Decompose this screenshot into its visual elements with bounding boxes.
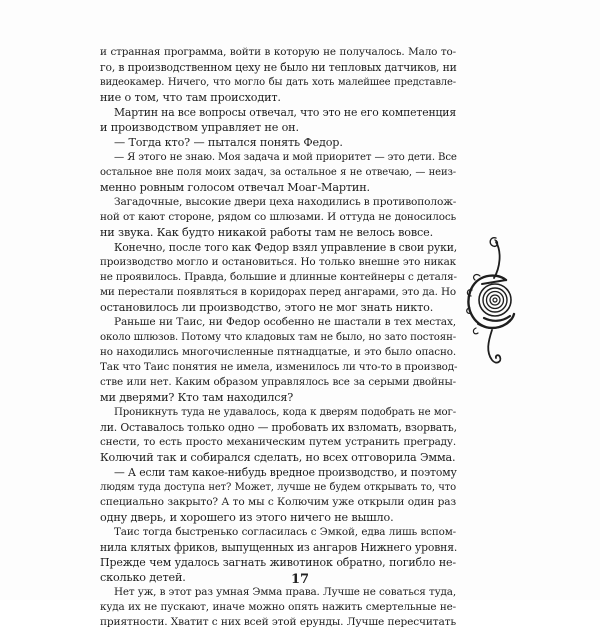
text-line: и странная программа, войти в которую не получалось. Мало то- [100,46,456,58]
text-line: ми перестали появляться в коридорах перед ангарами, это да. Но [100,286,456,298]
text-line: — А если там какое-нибудь вредное производство, и поэтому [114,466,457,479]
text-line: но находились многочисленные пятнадцатые, и это было опасно. [100,346,456,358]
text-line: сколько детей. [100,571,186,584]
text-line: куда их не пускают, иначе можно опять нажить смертельные не- [100,601,456,613]
text-line: остальное вне поля моих задач, за остальное я не отвечаю, — неиз- [100,167,456,178]
text-line: Таис тогда быстренько согласилась с Эмкой, едва лишь вспом- [114,526,456,538]
text-line: Раньше ни Таис, ни Федор особенно не шастали в тех местах, [114,316,456,328]
spiral-swirl-ornament-icon [462,232,522,370]
text-line: ни звука. Как будто никакой работы там не велось вовсе. [100,226,434,239]
text-line: Мартин на все вопросы отвечал, что это не его компетенция [114,106,456,119]
page-text [100,45,456,630]
text-line: го, в производственном цеху не было ни тепловых датчиков, ни [100,61,457,74]
text-line: нила клятых фриков, выпущенных из ангаров Нижнего уровня. [100,541,458,554]
text-line: Нет уж, в этот раз умная Эмма права. Лучше не соваться туда, [114,586,456,598]
text-line: видеокамер. Ничего, что могло бы дать хоть малейшее представле- [100,77,456,88]
text-line: и производством управляет не он. [100,121,299,134]
text-line: ми дверями? Кто там находился? [100,391,294,404]
text-line: специально закрыто? А то мы с Колючим уже открыли один раз [100,496,456,508]
text-line: ной от кают стороне, рядом со шлюзами. И оттуда не доносилось [100,211,456,223]
text-line: менно ровным голосом отвечал Моаг-Мартин. [100,181,370,194]
text-line: Конечно, после того как Федор взял управление в свои руки, [114,241,458,254]
text-line: приятности. Хватит с них всей этой ерунды. Лучше пересчитать [100,616,456,628]
text-line: не проявилось. Правда, большие и длинные контейнеры с деталя- [100,271,457,283]
text-line: — Я этого не знаю. Моя задача и мой приоритет — это дети. Все [114,152,457,163]
text-line: около шлюзов. Потому что кладовых там не было, но зато постоян- [100,332,456,343]
text-line: Загадочные, высокие двери цеха находились в противополож- [114,196,457,208]
page-number: 17 [290,572,310,587]
text-line: людям туда доступа нет? Может, лучше не будем открывать то, что [100,482,456,493]
text-line: Проникнуть туда не удавалось, кода к дверям подобрать не мог- [114,407,456,418]
text-line: ли. Оставалось только одно — пробовать их взломать, взорвать, [100,421,457,434]
text-line: одну дверь, и хорошего из этого ничего не вышло. [100,511,394,524]
text-line: стве или нет. Каким образом управлялось все за серыми двойны- [100,376,456,388]
text-line: производство могло и остановиться. Но только внешне это никак [100,256,456,268]
text-line: — Тогда кто? — пытался понять Федор. [114,136,343,149]
text-line: снести, то есть просто механическим путем устранить преграду. [100,436,456,448]
text-line: остановилось ли производство, этого не мог знать никто. [100,301,434,314]
text-line: Колючий так и собирался сделать, но всех отговорила Эмма. [100,451,456,464]
text-line: ние о том, что там происходит. [100,91,281,104]
text-line: Прежде чем удалось загнать животинок обратно, погибло не- [100,556,456,569]
text-line: Так что Таис понятия не имела, изменилось ли что-то в производ- [100,361,458,373]
